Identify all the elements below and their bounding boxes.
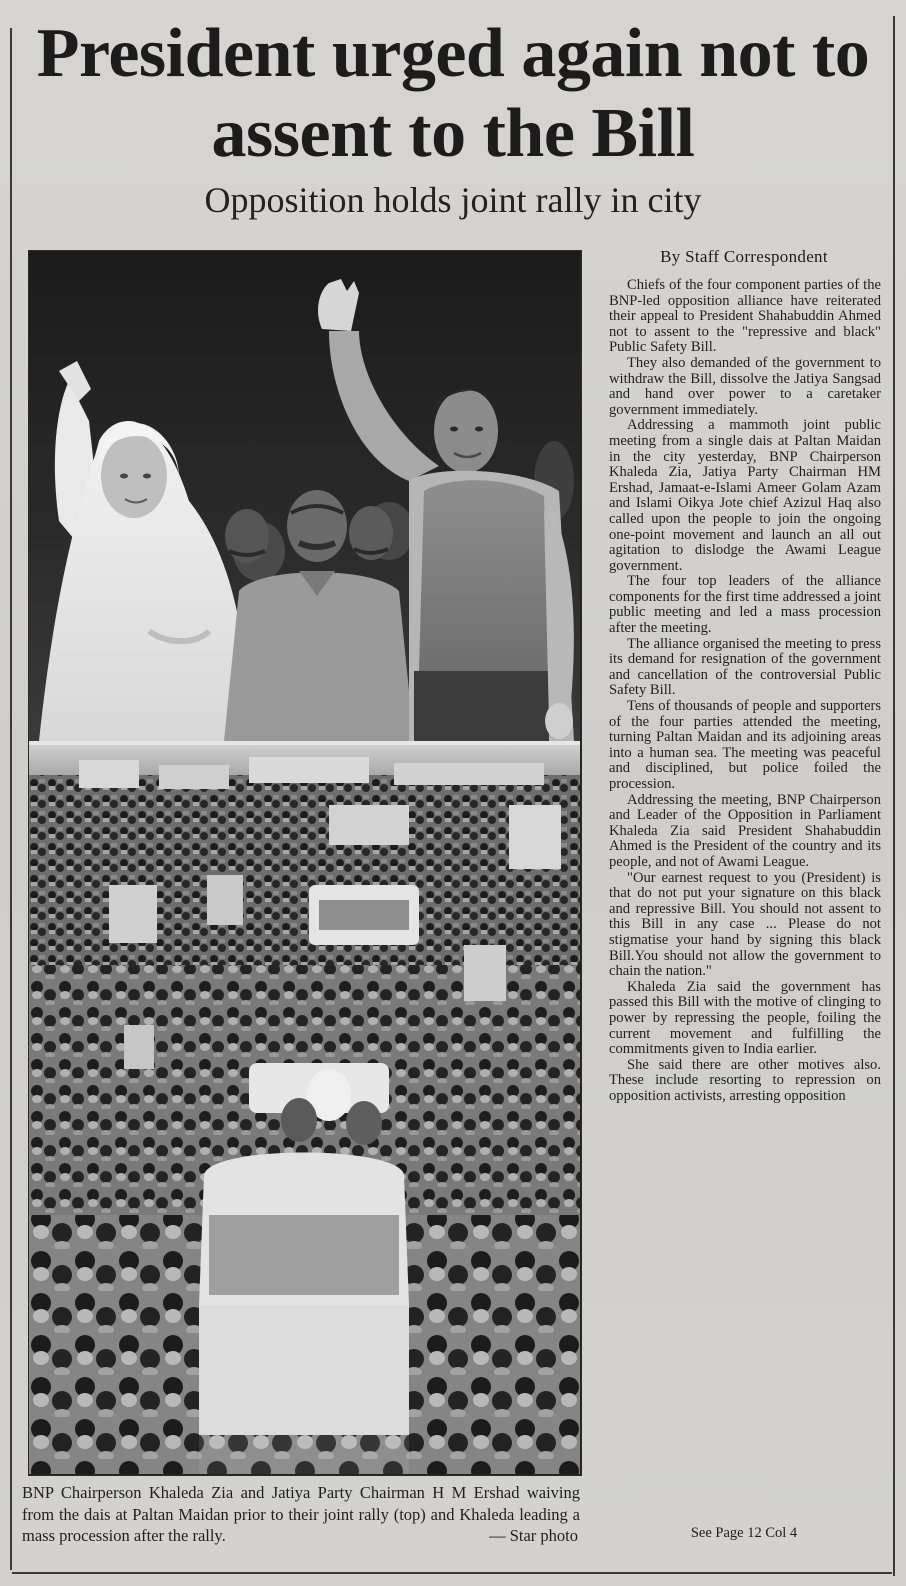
article-paragraph: The alliance organised the meeting to press its demand for resignation of the government and cancellation of the controversial Public Safety Bill. bbox=[609, 635, 881, 699]
article-paragraph: She said there are other motives also. These include resorting to repression on opposition activists, arresting opposition bbox=[609, 1056, 881, 1104]
photo-credit: — Star photo bbox=[489, 1526, 578, 1545]
article-paragraph: Tens of thousands of people and supporters of the four parties attended the meeting, turning Paltan Maidan and its adjoining areas into a human sea. The meeting was peaceful and disciplined, but police foiled the procession. bbox=[609, 698, 881, 792]
rally-crowd-photo bbox=[29, 745, 580, 1474]
bottom-rule bbox=[12, 1572, 892, 1574]
left-column-rule bbox=[10, 28, 12, 1570]
continued-jump-line[interactable]: See Page 12 Col 4 bbox=[690, 1525, 798, 1541]
photo-caption bbox=[22, 1482, 580, 1547]
article-paragraph: They also demanded of the government to withdraw the Bill, dissolve the Jatiya Sangsad and hand over power to a caretaker government immediately. bbox=[609, 354, 881, 418]
article-paragraph: The four top leaders of the alliance components for the first time addressed a joint public meeting and led a mass procession after the meeting. bbox=[609, 573, 881, 637]
article-paragraph: Khaleda Zia said the government has passed this Bill with the motive of clinging to power by repressing the people, foiling the current movement and fulfilling the commitments given to India earlier. bbox=[609, 978, 881, 1058]
dais-leaders-waving-photo bbox=[29, 251, 580, 741]
article-paragraph: "Our earnest request to you (President) is that do not put your signature on this black and repressive Bill. You should not assent to this Bill in any case ... Please do not stigmatise your hand by signing this black Bill.You should not allow the government to chain the nation." bbox=[609, 869, 881, 980]
article-paragraph: Addressing a mammoth joint public meeting from a single dais at Paltan Maidan in the city yesterday, BNP Chairperson Khaleda Zia, Jatiya Party Chairman HM Ershad, Jamaat-e-Islami Ameer Golam Azam and Islami Oikya Jote chief Azizul Haq also called upon the people to join the ongoing one-point movement and launch an all out agitation to dislodge the Awami League government. bbox=[609, 417, 881, 574]
article-body bbox=[609, 278, 881, 1104]
article-paragraph: Chiefs of the four component parties of the BNP-led opposition alliance have reiterated their appeal to President Shahabuddin Ahmed not to assent to the "repressive and black" Public Safety Bill. bbox=[609, 277, 881, 356]
subheadline: Opposition holds joint rally in city bbox=[204, 180, 702, 220]
article-paragraph: Addressing the meeting, BNP Chairperson and Leader of the Opposition in Parliament Khaleda Zia said President Shahabuddin Ahmed is the President of the country and its people, and not of Awami League. bbox=[609, 791, 881, 870]
right-column-rule bbox=[893, 16, 895, 1576]
byline: By Staff Correspondent bbox=[660, 247, 828, 266]
photo-frame bbox=[28, 250, 582, 1476]
caption-text: BNP Chairperson Khaleda Zia and Jatiya Party Chairman H M Ershad waiving from the dais at Paltan Maidan prior to their joint rally (top) and Khaleda leading a mass procession after the rally. bbox=[22, 1483, 580, 1545]
headline: President urged again not to assent to the Bill bbox=[36, 15, 870, 172]
